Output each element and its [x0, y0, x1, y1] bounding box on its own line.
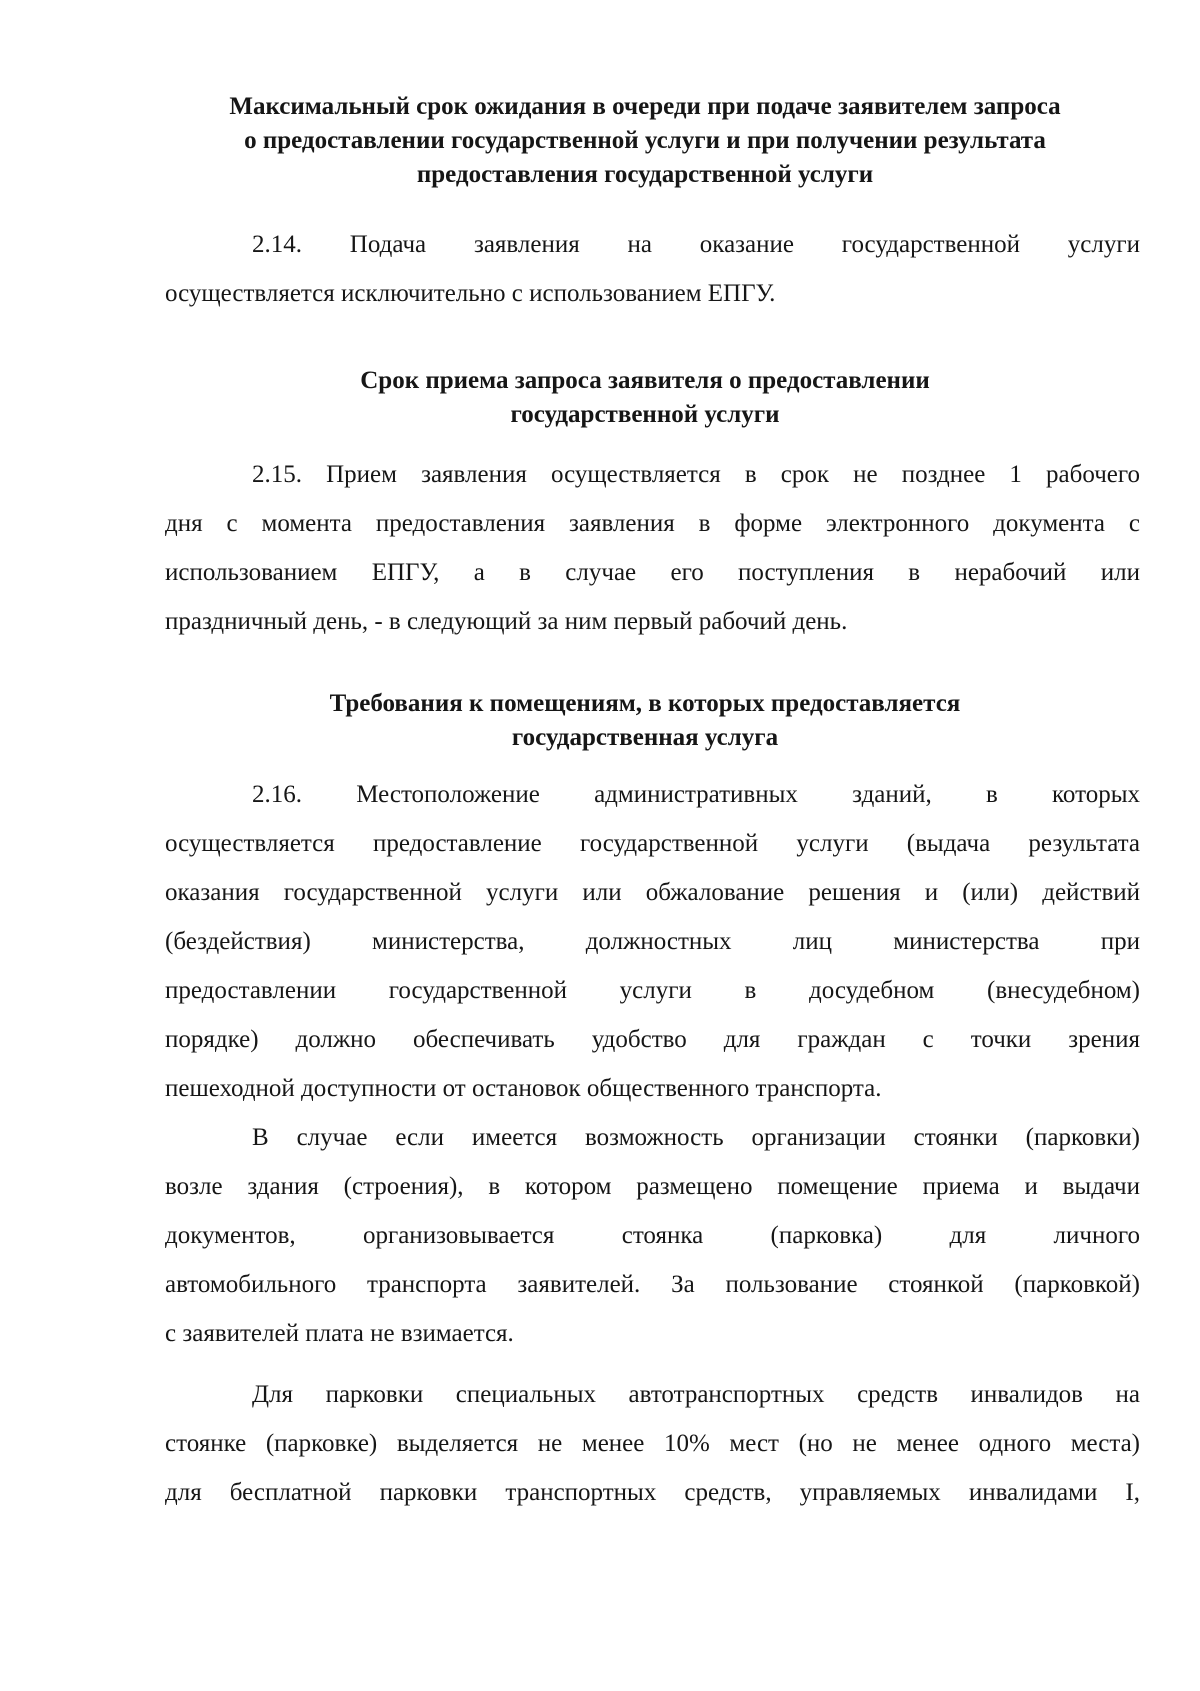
heading-line: о предоставлении государственной услуги и при получении результата: [244, 127, 1046, 154]
text-line: Для парковки специальных автотранспортных средств инвалидов на: [252, 1381, 1140, 1408]
text-line: предоставлении государственной услуги в досудебном (внесудебном): [165, 977, 1140, 1004]
paragraph-2-14: [165, 220, 1140, 318]
text-line: В случае если имеется возможность организации стоянки (парковки): [252, 1124, 1140, 1151]
text-line: порядке) должно обеспечивать удобство для граждан с точки зрения: [165, 1026, 1140, 1053]
heading-line: предоставления государственной услуги: [416, 161, 874, 188]
paragraph-2-16: [165, 770, 1140, 1113]
text-line: использованием ЕПГУ, а в случае его поступления в нерабочий или: [165, 559, 1140, 586]
text-line: пешеходной доступности от остановок общественного транспорта.: [165, 1075, 882, 1102]
text-line: осуществляется предоставление государственной услуги (выдача результата: [165, 830, 1140, 857]
text-line: возле здания (строения), в котором размещено помещение приема и выдачи: [165, 1173, 1140, 1200]
text-line: для бесплатной парковки транспортных средств, управляемых инвалидами I,: [165, 1479, 1140, 1506]
section-heading-premises-requirements: [150, 687, 1140, 755]
paragraph-parking: [165, 1113, 1140, 1358]
heading-line: Максимальный срок ожидания в очереди при подаче заявителем запроса: [229, 93, 1061, 120]
section-heading-waiting-time: [150, 90, 1140, 192]
heading-line: Требования к помещениям, в которых предоставляется: [329, 690, 961, 717]
text-line: праздничный день, - в следующий за ним первый рабочий день.: [165, 608, 848, 635]
text-line: (бездействия) министерства, должностных лиц министерства при: [165, 928, 1140, 955]
text-line: 2.16. Местоположение административных зданий, в которых: [252, 781, 1140, 808]
heading-line: Срок приема запроса заявителя о предоставлении: [360, 367, 930, 394]
text-line: 2.14. Подача заявления на оказание государственной услуги: [252, 231, 1140, 258]
text-line: документов, организовывается стоянка (парковка) для личного: [165, 1222, 1140, 1249]
section-heading-request-acceptance: [150, 364, 1140, 432]
text-line: автомобильного транспорта заявителей. За пользование стоянкой (парковкой): [165, 1271, 1140, 1298]
text-line: с заявителей плата не взимается.: [165, 1320, 514, 1347]
heading-line: государственная услуга: [511, 724, 779, 751]
text-line: стоянке (парковке) выделяется не менее 10% мест (но не менее одного места): [165, 1430, 1140, 1457]
paragraph-disabled-parking: [165, 1370, 1140, 1517]
heading-line: государственной услуги: [510, 401, 780, 428]
paragraph-2-15: [165, 450, 1140, 646]
text-line: осуществляется исключительно с использованием ЕПГУ.: [165, 280, 776, 307]
text-line: 2.15. Прием заявления осуществляется в срок не позднее 1 рабочего: [252, 461, 1140, 488]
text-line: оказания государственной услуги или обжалование решения и (или) действий: [165, 879, 1140, 906]
text-line: дня с момента предоставления заявления в форме электронного документа с: [165, 510, 1140, 537]
